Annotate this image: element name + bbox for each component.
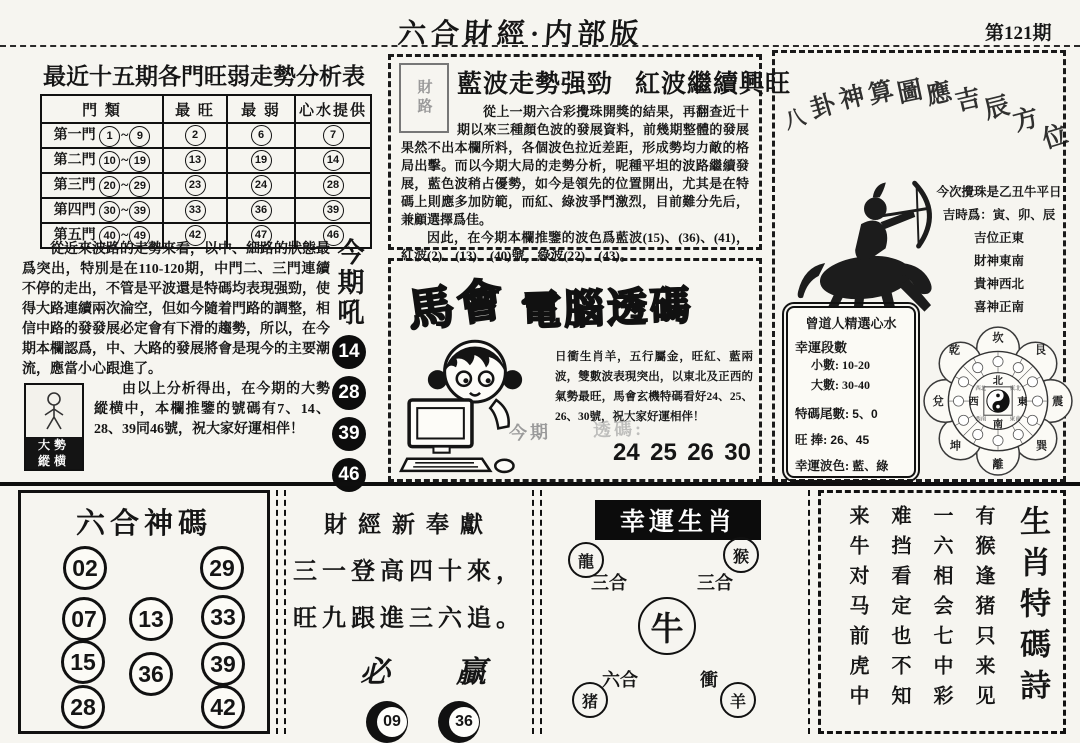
tip-number: 25 [650, 439, 677, 466]
noble-god-line: 貴神西北 [973, 277, 1024, 291]
circled-number: 6 [251, 125, 272, 146]
wealth-god-line: 財神東南 [973, 254, 1024, 268]
shout-number: 28 [332, 376, 366, 410]
stamp-figure-icon [26, 385, 82, 437]
issue-number: 第121期 [985, 23, 1052, 44]
this-issue-shout [325, 238, 373, 492]
zodiac-animal: 羊 [720, 682, 756, 718]
number-ball: 15 [61, 640, 105, 684]
tip-number: 26 [687, 439, 714, 466]
circled-number: 33 [185, 200, 206, 221]
joy-god-line: 喜神正南 [973, 300, 1024, 314]
offering-title: 財經新奉獻 [324, 512, 494, 537]
title-char: 吉 [952, 84, 984, 117]
wave-analysis-box [388, 54, 792, 263]
corner-southwest: 西南 [975, 416, 987, 423]
circled-number: 49 [129, 226, 150, 247]
vertical-verse [830, 505, 1055, 723]
circled-number: 28 [323, 175, 344, 196]
gate-label: 第一門 [53, 128, 96, 144]
circled-number: 19 [129, 151, 150, 172]
handwritten-right: 透碼: [592, 418, 645, 441]
table-row [41, 198, 371, 223]
handwritten-left: 今期 [508, 421, 552, 444]
circled-number: 23 [185, 175, 206, 196]
wave-paragraph: 因此，在今期本欄推鑒的波色爲藍波(15)、(36)、(41)，紅波(2)、(13)、(40)號，綠波(22)、(43)。 [401, 230, 749, 263]
stamp-text-top: 大勢 [26, 437, 82, 453]
col-header: 門 類 [41, 95, 163, 123]
tail-label: 特碼尾數: [795, 406, 850, 421]
number-ball: 13 [129, 597, 173, 641]
offering-poem-box [276, 490, 542, 734]
circled-number: 24 [251, 175, 272, 196]
title-char: 圖 [894, 76, 926, 109]
computer-box-body: 日衝生肖羊，五行屬金，旺紅、藍兩波，雙數波表現突出，以東北及正西的氣勢最旺，馬會玄機特碼看好24、25、26、30號，祝大家好運相伴！ [555, 351, 753, 424]
ball-number: 09 [377, 707, 407, 737]
big-range: 大數: 30-40 [811, 377, 870, 392]
cardinal-north: 北 [992, 375, 1004, 387]
number-ball: 28 [61, 685, 105, 729]
wave-paragraph: 從上一期六合彩攪珠開獎的結果，再翻查近十期以來三種顏色波的發展資料，前幾期整體的發展果然不出本欄所料，各個波色拉近差距，形成勢均力敵的格局出擊。而以今期大局的走勢分析，呢種平坦的波路繼續發展，藍色波稍占優勢，如今是領先的位置開出，尤其是在特碼上則應多加防範，而紅、綠波爭鬥激烈，目前難分先后，兼顧選擇爲佳。 [401, 104, 749, 227]
win-char: 贏 [456, 656, 486, 689]
number-ball: 07 [62, 597, 106, 641]
col-header: 最 弱 [227, 95, 295, 123]
divine-numbers-box [18, 490, 270, 734]
lottery-ball [366, 701, 408, 743]
tilde: ~ [121, 153, 129, 169]
lucky-hours-line: 吉時爲：寅、卯、辰 [942, 208, 1056, 222]
article-paragraph: 從近來波路的走勢來看，以中、細路的狀態最爲突出，特別是在110-120期，中門二、三門連續不停的走出，不管是平波還是特碼均表現强勁，使得大路連續兩次淪空，但如今隨着門路的調整，相信中路的發發展必定會有下滑的趨勢，所以，在今期本欄認爲，中、大路的發展將會是現今的主要潮流，應當小心跟進了。 [22, 242, 330, 377]
circled-number: 13 [185, 150, 206, 171]
title-char: 方 [1010, 104, 1042, 137]
master-picks-box [786, 306, 916, 478]
verse-line: 来牛对马前虎中 [846, 505, 868, 715]
cardinal-east: 東 [1017, 397, 1028, 409]
wave-stamp [399, 63, 449, 133]
zodiac-center-animal: 牛 [638, 597, 696, 655]
corner-northeast: 東北 [1009, 385, 1021, 392]
wave-headline-right: 紅波繼續興旺 [635, 70, 792, 98]
zodiac-verse-box [818, 490, 1066, 734]
circled-number: 39 [129, 201, 150, 222]
draw-day-line: 今次攪珠是乙丑牛平日 [936, 185, 1062, 199]
tip-number: 24 [613, 439, 640, 466]
zodiac-animal: 猴 [723, 537, 759, 573]
wave-stamp-text: 財路 [415, 79, 432, 117]
tilde: ~ [121, 228, 129, 244]
cardinal-west: 西 [968, 397, 979, 409]
table-row [41, 173, 371, 198]
verse-line: 难挡看定也不知 [888, 505, 910, 715]
computer-box-title-left: 馬會 [404, 273, 511, 338]
divine-numbers-title: 六合神碼 [75, 508, 212, 540]
trigram-label: 巽 [1035, 440, 1048, 453]
gate-label: 第五門 [53, 228, 96, 244]
lottery-ball [438, 701, 480, 743]
relation-label: 衝 [700, 670, 718, 690]
zodiac-animal: 猪 [572, 682, 608, 718]
circled-number: 39 [323, 200, 344, 221]
title-char: 神 [836, 82, 868, 115]
tail-value: 5、0 [852, 406, 878, 421]
fortune-calligraphy-title [781, 69, 1072, 154]
lucky-zodiac-title: 幸運生肖 [595, 500, 761, 540]
verse-line: 有猴逢猪只来见 [972, 505, 994, 715]
verse-title: 生肖特碼詩 [1015, 504, 1050, 711]
corner-southeast: 東南 [1009, 416, 1021, 423]
relation-label: 三合 [697, 573, 733, 593]
circled-number: 36 [251, 200, 272, 221]
wave-label: 幸運波色: [795, 458, 850, 473]
hot-value: 26、45 [830, 432, 870, 447]
bottom-band-divider [0, 482, 1080, 486]
trigram-label: 兌 [932, 396, 944, 409]
lucky-zodiac-box [548, 490, 810, 734]
header-divider [0, 45, 1080, 47]
small-range: 小數: 10-20 [811, 358, 870, 372]
number-ball: 29 [200, 546, 244, 590]
picks-title: 曾道人精選心水 [805, 316, 897, 331]
col-header: 最 旺 [163, 95, 227, 123]
cardinal-south: 南 [992, 419, 1004, 431]
circled-number: 14 [323, 150, 344, 171]
fortune-lines [935, 181, 1063, 319]
number-ball: 42 [201, 685, 245, 729]
hot-label: 旺 捧: [795, 432, 828, 447]
trend-article [22, 240, 330, 471]
computer-box-title-right: 電腦透碼 [520, 283, 694, 334]
gate-label: 第三門 [53, 178, 96, 194]
title-char: 卦 [807, 90, 839, 124]
circled-number: 46 [323, 225, 344, 246]
tip-number: 30 [724, 439, 751, 466]
verse-line: 一六相会七中彩 [930, 505, 952, 715]
number-ball: 39 [201, 642, 245, 686]
computer-tip-numbers [613, 439, 751, 467]
number-ball: 02 [63, 546, 107, 590]
trigram-label: 乾 [948, 344, 961, 357]
girl-computer-illustration [399, 325, 551, 482]
circled-number: 20 [99, 176, 120, 197]
jockey-club-computer-box [388, 258, 762, 482]
trigram-label: 震 [1052, 396, 1064, 409]
circled-number: 40 [99, 226, 120, 247]
circled-number: 7 [323, 125, 344, 146]
shout-title: 今期吼 [333, 238, 364, 328]
trigram-label: 坎 [992, 332, 1004, 345]
poem-line: 旺九跟進三六追。 [293, 606, 525, 632]
trigram-label: 離 [992, 458, 1004, 471]
tilde: ~ [121, 203, 129, 219]
circled-number: 2 [185, 125, 206, 146]
circled-number: 10 [99, 151, 120, 172]
wave-value: 藍、綠 [852, 458, 889, 473]
gate-label: 第四門 [53, 203, 96, 219]
analysis-table [40, 94, 372, 249]
hot-numbers-row [795, 430, 907, 448]
title-char: 位 [1039, 120, 1072, 154]
shout-number: 39 [332, 417, 366, 451]
trigram-label: 艮 [1034, 344, 1047, 357]
circled-number: 30 [99, 201, 120, 222]
table-row [41, 148, 371, 173]
lucky-wave-row [795, 456, 907, 474]
ball-number: 36 [449, 707, 479, 737]
analysis-table-title: 最近十五期各門旺弱走勢分析表 [43, 63, 365, 89]
number-ball: 33 [201, 595, 245, 639]
trigram-label: 坤 [949, 440, 962, 453]
segment-title: 幸運段數 [795, 340, 848, 355]
circled-number: 47 [251, 225, 272, 246]
stamp-text-bottom: 縱横 [26, 453, 82, 469]
corner-northwest: 西北 [975, 385, 987, 392]
bagua-compass-diagram [922, 320, 1074, 481]
title-char: 應 [923, 78, 955, 111]
zodiac-animal: 龍 [568, 542, 604, 578]
relation-label: 六合 [602, 670, 638, 690]
circled-number: 9 [129, 126, 150, 147]
circled-number: 42 [185, 225, 206, 246]
col-header: 心水提供 [295, 95, 371, 123]
page-title: 六合財經·内部版 [396, 19, 645, 50]
tilde: ~ [121, 178, 129, 194]
wave-headline-left: 藍波走勢强勁 [457, 70, 614, 98]
shout-number: 46 [332, 458, 366, 492]
title-char: 八 [781, 104, 809, 134]
circled-number: 19 [251, 150, 272, 171]
poem-line: 三一登高四十來， [293, 559, 525, 585]
shout-number: 14 [332, 335, 366, 369]
table-header-row [41, 95, 371, 123]
gate-label: 第二門 [53, 153, 96, 169]
relation-label: 三合 [591, 573, 627, 593]
title-char: 辰 [981, 92, 1013, 125]
tilde: ~ [121, 128, 129, 144]
lucky-direction-line: 吉位正東 [973, 231, 1024, 245]
article-paragraph: 由以上分析得出，在今期的大勢縱横中，本欄推鑒的號碼有7、14、28、39同46號，祝大家好運相伴！ [94, 382, 330, 437]
must-char: 必 [360, 656, 390, 689]
double-dashed-border [284, 490, 534, 734]
number-ball: 36 [129, 652, 173, 696]
title-char: 算 [865, 77, 897, 110]
table-row [41, 123, 371, 148]
tail-digits-row [795, 404, 907, 422]
circled-number: 1 [99, 126, 120, 147]
trend-stamp [24, 383, 84, 471]
circled-number: 29 [129, 176, 150, 197]
